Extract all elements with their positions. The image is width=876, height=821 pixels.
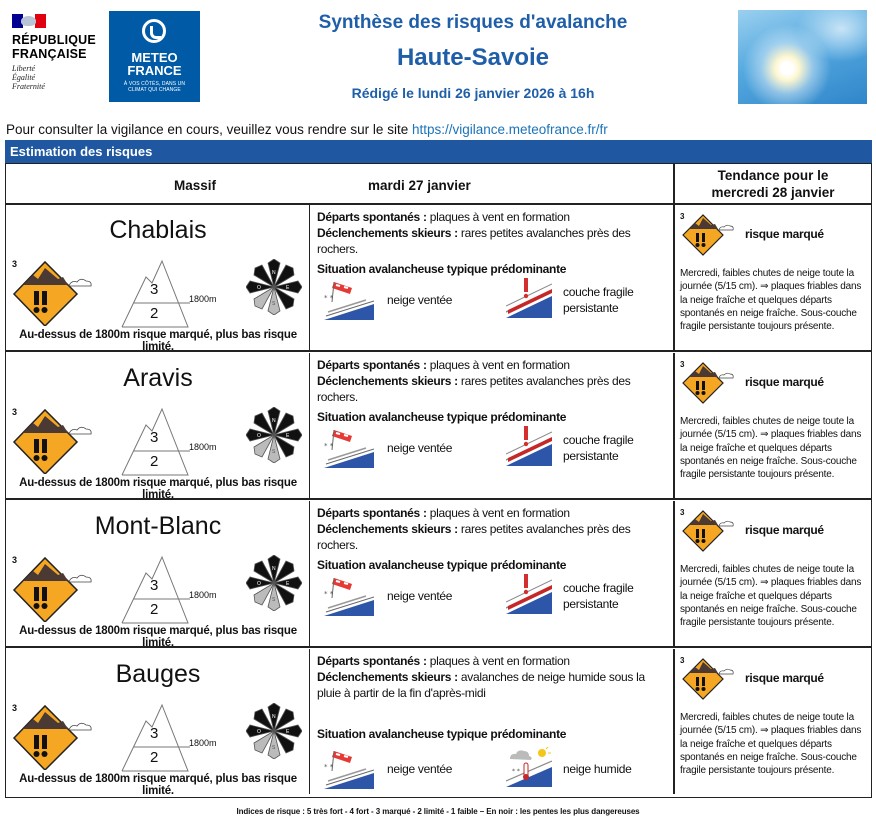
- risk-scale-legend: Indices de risque : 5 très fort - 4 fort - 3 marqué - 2 limité - 1 faible – En noir : les pentes les plus dangereuses: [236, 807, 640, 816]
- department-name: Haute-Savoie: [396, 44, 550, 71]
- problem-2-label: neige humide: [563, 762, 632, 776]
- massif-name: Aravis: [123, 364, 193, 392]
- wind-slab-icon: [324, 749, 374, 789]
- risk-summary: Au-dessus de 1800m risque marqué, plus bas risque limité.: [19, 329, 297, 353]
- altitude-threshold: 1800m: [189, 294, 217, 304]
- upper-risk-number: 3: [150, 281, 159, 298]
- day-cell: [310, 353, 675, 498]
- skier-trigger-text: rares petites avalanches près des rochers.: [317, 226, 631, 256]
- trend-risk-label: risque marqué: [745, 671, 824, 685]
- spontaneous-label: Départs spontanés :: [317, 358, 427, 372]
- massif-name: Bauges: [115, 660, 201, 688]
- trend-risk-level-3-icon: [681, 657, 737, 701]
- risk-index-number: 3: [12, 259, 18, 269]
- skier-trigger-label: Déclenchements skieurs :: [317, 226, 458, 240]
- problem-1-label: neige ventée: [387, 293, 453, 307]
- persistent-weak-layer-icon: [506, 574, 552, 619]
- risk-index-number: 3: [12, 555, 18, 565]
- svg-text:* *: * *: [324, 442, 334, 450]
- trend-cell: [675, 205, 871, 350]
- trend-risk-number: 3: [680, 508, 685, 517]
- svg-text:E: E: [286, 433, 290, 439]
- republique-name-line1: RÉPUBLIQUE: [12, 33, 96, 47]
- problem-2-label: couche fragile persistante: [563, 433, 634, 463]
- lower-risk-number: 2: [150, 749, 159, 766]
- svg-text:N: N: [272, 566, 276, 572]
- massif-cell: [6, 649, 310, 797]
- compass-rose-icon: [246, 407, 302, 463]
- vigilance-notice: [6, 122, 608, 138]
- massif-row-mont-blanc: [6, 501, 871, 648]
- compass-rose-icon: [246, 555, 302, 611]
- problem-2-label: couche fragile persistante: [563, 581, 634, 611]
- svg-text:E: E: [286, 581, 290, 587]
- upper-risk-number: 3: [150, 429, 159, 446]
- triggers-text: [317, 209, 667, 257]
- republique-motto-1: Liberté: [12, 64, 36, 73]
- lower-risk-number: 2: [150, 601, 159, 618]
- svg-text:N: N: [272, 270, 276, 276]
- meteo-france-name-line2: FRANCE: [127, 63, 182, 78]
- trend-description: Mercredi, faibles chutes de neige toute la journée (5/15 cm). ⇒ plaques friables dans la neige fraîche et quelques départs spontanés en neige fraîche. Sous-couche fragile persistante toujours présente.: [680, 564, 862, 629]
- risk-level-3-icon: [11, 556, 97, 622]
- trend-risk-label: risque marqué: [745, 375, 824, 389]
- svg-text:E: E: [286, 285, 290, 291]
- upper-risk-number: 3: [150, 725, 159, 742]
- risk-index-number: 3: [12, 703, 18, 713]
- massif-cell: [6, 501, 310, 649]
- skier-trigger-label: Déclenchements skieurs :: [317, 670, 458, 684]
- massif-name: Mont-Blanc: [94, 512, 222, 540]
- altitude-threshold: 1800m: [189, 442, 217, 452]
- spontaneous-label: Départs spontanés :: [317, 210, 427, 224]
- column-day-header: mardi 27 janvier: [368, 178, 471, 193]
- risk-summary: Au-dessus de 1800m risque marqué, plus bas risque limité.: [19, 625, 297, 649]
- meteo-france-name-line1: METEO: [131, 50, 178, 65]
- day-cell: [310, 649, 675, 794]
- lower-risk-number: 2: [150, 453, 159, 470]
- wind-slab-icon: [324, 428, 374, 468]
- massif-row-bauges: [6, 649, 871, 796]
- spontaneous-label: Départs spontanés :: [317, 654, 427, 668]
- triggers-text: [317, 357, 667, 405]
- trend-risk-label: risque marqué: [745, 523, 824, 537]
- compass-rose-icon: [246, 259, 302, 315]
- triggers-text: [317, 505, 667, 553]
- day-cell: [310, 205, 675, 350]
- altitude-threshold: 1800m: [189, 590, 217, 600]
- republique-motto-3: Fraternité: [12, 82, 45, 91]
- day-cell: [310, 501, 675, 646]
- page-title: Synthèse des risques d'avalanche: [318, 12, 628, 33]
- massif-name: Chablais: [109, 216, 207, 244]
- triggers-text: [317, 653, 667, 701]
- written-date: Rédigé le lundi 26 janvier 2026 à 16h: [351, 85, 595, 101]
- skier-trigger-label: Déclenchements skieurs :: [317, 522, 458, 536]
- lower-risk-number: 2: [150, 305, 159, 322]
- risk-index-number: 3: [12, 407, 18, 417]
- marianne-flag-icon: [12, 14, 46, 28]
- risk-level-3-icon: [11, 260, 97, 326]
- trend-cell: [675, 501, 871, 646]
- svg-text:O: O: [257, 285, 261, 291]
- section-title-bar: Estimation des risques: [5, 140, 872, 163]
- svg-text:S: S: [272, 449, 276, 455]
- spontaneous-text: plaques à vent en formation: [426, 654, 570, 668]
- massif-cell: [6, 205, 310, 353]
- massif-row-chablais: [6, 205, 871, 352]
- risk-summary: Au-dessus de 1800m risque marqué, plus bas risque limité.: [19, 773, 297, 797]
- trend-description: Mercredi, faibles chutes de neige toute la journée (5/15 cm). ⇒ plaques friables dans la neige fraîche et quelques départs spontanés en neige fraîche. Sous-couche fragile persistante toujours présente.: [680, 268, 862, 333]
- risk-level-3-icon: [11, 408, 97, 474]
- vigilance-link[interactable]: https://vigilance.meteofrance.fr/fr: [411, 122, 608, 137]
- trend-cell: [675, 649, 871, 794]
- svg-text:* *: * *: [324, 590, 334, 598]
- wind-slab-icon: [324, 280, 374, 320]
- situation-title: Situation avalancheuse typique prédominante: [317, 727, 567, 741]
- title-block: [230, 10, 716, 102]
- column-massif-header: Massif: [174, 178, 217, 193]
- republique-motto-2: Égalité: [12, 73, 36, 82]
- trend-description: Mercredi, faibles chutes de neige toute la journée (5/15 cm). ⇒ plaques friables dans la neige fraîche et quelques départs spontanés en neige fraîche. Sous-couche fragile persistante toujours présente.: [680, 712, 862, 777]
- situation-title: Situation avalancheuse typique prédominante: [317, 410, 567, 424]
- trend-risk-number: 3: [680, 656, 685, 665]
- svg-text:S: S: [272, 745, 276, 751]
- risk-level-3-icon: [11, 704, 97, 770]
- svg-text:* *: * *: [324, 763, 334, 771]
- risk-summary: Au-dessus de 1800m risque marqué, plus bas risque limité.: [19, 477, 297, 501]
- problem-2-label: couche fragile persistante: [563, 285, 634, 315]
- header-day-cell: [6, 164, 675, 205]
- header-trend-cell: [675, 164, 871, 205]
- situation-title: Situation avalancheuse typique prédominante: [317, 558, 567, 572]
- trend-description: Mercredi, faibles chutes de neige toute la journée (5/15 cm). ⇒ plaques friables dans la neige fraîche et quelques départs spontanés en neige fraîche. Sous-couche fragile persistante toujours présente.: [680, 416, 862, 481]
- svg-text:O: O: [257, 581, 261, 587]
- page-header: [0, 0, 876, 118]
- svg-text:E: E: [286, 729, 290, 735]
- table-header-row: [6, 164, 871, 205]
- problem-1-label: neige ventée: [387, 589, 453, 603]
- risk-table: [5, 163, 872, 798]
- massif-cell: [6, 353, 310, 501]
- trend-risk-label: risque marqué: [745, 227, 824, 241]
- persistent-weak-layer-icon: [506, 278, 552, 323]
- trend-risk-level-3-icon: [681, 509, 737, 553]
- trend-cell: [675, 353, 871, 498]
- trend-risk-level-3-icon: [681, 213, 737, 257]
- compass-rose-icon: [246, 703, 302, 759]
- svg-text:O: O: [257, 729, 261, 735]
- persistent-weak-layer-icon: [506, 426, 552, 471]
- column-trend-header: Tendance pour le mercredi 28 janvier: [711, 168, 835, 200]
- massif-row-aravis: [6, 353, 871, 500]
- trend-risk-level-3-icon: [681, 361, 737, 405]
- spontaneous-text: plaques à vent en formation: [426, 358, 570, 372]
- skier-trigger-text: avalanches de neige humide sous la pluie à partir de la fin d'après-midi: [317, 670, 645, 700]
- meteo-france-symbol-icon: [142, 19, 166, 43]
- skier-trigger-text: rares petites avalanches près des rochers.: [317, 374, 631, 404]
- vigilance-text: Pour consulter la vigilance en cours, veuillez vous rendre sur le site: [6, 122, 412, 137]
- altitude-threshold: 1800m: [189, 738, 217, 748]
- skier-trigger-text: rares petites avalanches près des rochers.: [317, 522, 631, 552]
- problem-1-label: neige ventée: [387, 441, 453, 455]
- sky-sun-photo: [738, 10, 867, 104]
- situation-title: Situation avalancheuse typique prédominante: [317, 262, 567, 276]
- svg-text:S: S: [272, 597, 276, 603]
- republique-name-line2: FRANÇAISE: [12, 47, 87, 61]
- spontaneous-text: plaques à vent en formation: [426, 210, 570, 224]
- trend-risk-number: 3: [680, 360, 685, 369]
- problem-1-label: neige ventée: [387, 762, 453, 776]
- spontaneous-text: plaques à vent en formation: [426, 506, 570, 520]
- meteo-france-logo: [109, 11, 200, 102]
- svg-text:* *: * *: [512, 768, 520, 775]
- wind-slab-icon: [324, 576, 374, 616]
- trend-risk-number: 3: [680, 212, 685, 221]
- skier-trigger-label: Déclenchements skieurs :: [317, 374, 458, 388]
- svg-text:O: O: [257, 433, 261, 439]
- svg-text:* *: * *: [324, 294, 334, 302]
- meteo-france-tagline: À VOS CÔTÉS, DANS UN CLIMAT QUI CHANGE: [123, 81, 186, 93]
- republique-francaise-logo: [12, 14, 102, 104]
- wet-snow-icon: [506, 747, 552, 792]
- svg-text:N: N: [272, 418, 276, 424]
- svg-text:N: N: [272, 714, 276, 720]
- upper-risk-number: 3: [150, 577, 159, 594]
- svg-text:S: S: [272, 301, 276, 307]
- spontaneous-label: Départs spontanés :: [317, 506, 427, 520]
